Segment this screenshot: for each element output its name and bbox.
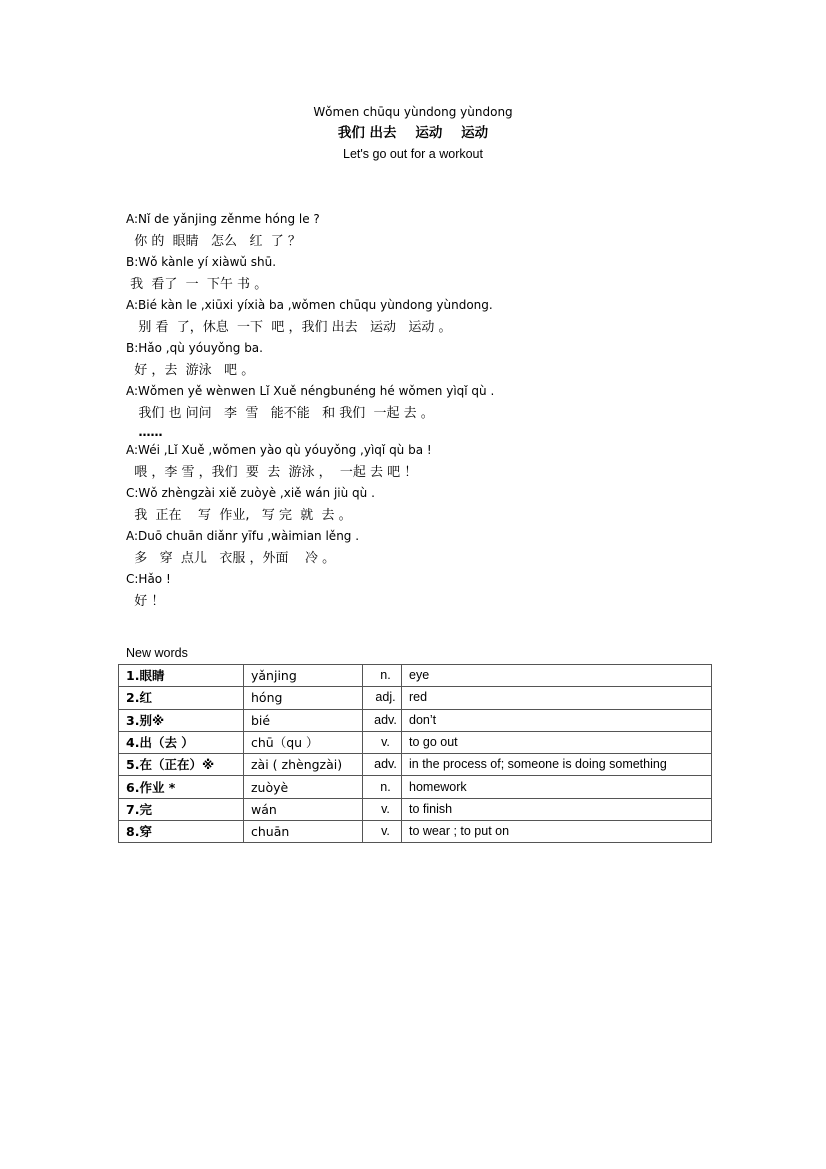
vocab-part-of-speech: v. — [363, 731, 402, 753]
dialogue-pinyin-line: B:Wǒ kànle yí xiàwǔ shū. — [126, 255, 277, 269]
dialogue-hanzi-line: 喂 ，李 雪 ，我们 要 去 游泳 ， 一起 去 吧 ！ — [126, 464, 418, 480]
vocab-word: 2.红 — [119, 687, 244, 709]
lesson-title — [0, 103, 826, 164]
vocab-pinyin: chuān — [244, 821, 363, 843]
dialogue-ellipsis: …… — [126, 425, 163, 439]
dialogue-hanzi-line: 好 ，去 游泳 吧 。 — [126, 362, 255, 378]
dialogue-pinyin-line: C:Hǎo ! — [126, 572, 171, 586]
vocab-pinyin: bié — [244, 709, 363, 731]
title-chinese: 我们 出去 运动 运动 — [337, 125, 489, 141]
dialogue-pinyin-line: A:Wǒmen yě wènwen Lǐ Xuě néngbunéng hé wǒmen yìqǐ qù . — [126, 384, 495, 398]
vocab-meaning: eye — [402, 665, 712, 687]
dialogue-pinyin-line: A:Wéi ,Lǐ Xuě ,wǒmen yào qù yóuyǒng ,yìqǐ qù ba ! — [126, 443, 432, 457]
vocabulary-table — [118, 664, 712, 843]
vocab-word: 1.眼睛 — [119, 665, 244, 687]
vocab-pinyin: chū（qu ） — [244, 731, 363, 753]
table-row — [119, 665, 712, 687]
vocab-word: 4.出（去 ） — [119, 731, 244, 753]
vocab-part-of-speech: n. — [363, 776, 402, 798]
table-row — [119, 731, 712, 753]
dialogue-pinyin-line: C:Wǒ zhèngzài xiě zuòyè ,xiě wán jiù qù . — [126, 486, 375, 500]
dialogue-hanzi-line: 你 的 眼睛 怎么 红 了 ？ — [126, 233, 301, 249]
vocab-part-of-speech: n. — [363, 665, 402, 687]
vocab-pinyin: zuòyè — [244, 776, 363, 798]
new-words-heading: New words — [126, 646, 188, 660]
vocab-part-of-speech: v. — [363, 798, 402, 820]
vocab-pinyin: yǎnjing — [244, 665, 363, 687]
vocab-meaning: to go out — [402, 731, 712, 753]
title-pinyin: Wǒmen chūqu yùndong yùndong — [313, 105, 513, 119]
vocab-word: 8.穿 — [119, 821, 244, 843]
vocab-part-of-speech: adj. — [363, 687, 402, 709]
dialogue-hanzi-line: 多 穿 点儿 衣服 ，外面 冷 。 — [126, 550, 336, 566]
dialogue-pinyin-line: A:Nǐ de yǎnjing zěnme hóng le ? — [126, 212, 320, 226]
vocab-meaning: in the process of; someone is doing something — [402, 754, 712, 776]
vocab-word: 7.完 — [119, 798, 244, 820]
vocab-pinyin: zài ( zhèngzài) — [244, 754, 363, 776]
table-row — [119, 709, 712, 731]
dialogue — [126, 209, 766, 612]
table-row — [119, 821, 712, 843]
vocab-part-of-speech: adv. — [363, 709, 402, 731]
dialogue-hanzi-line: 我们 也 问问 李 雪 能不能 和 我们 一起 去 。 — [126, 405, 434, 421]
dialogue-hanzi-line: 好 ！ — [126, 593, 165, 609]
vocab-pinyin: hóng — [244, 687, 363, 709]
table-row — [119, 687, 712, 709]
dialogue-pinyin-line: A:Duō chuān diǎnr yīfu ,wàimian lěng . — [126, 529, 360, 543]
vocab-word: 3.别※ — [119, 709, 244, 731]
table-row — [119, 754, 712, 776]
table-row — [119, 798, 712, 820]
vocab-meaning: red — [402, 687, 712, 709]
vocab-part-of-speech: v. — [363, 821, 402, 843]
dialogue-pinyin-line: A:Bié kàn le ,xiūxi yíxià ba ,wǒmen chūqu yùndong yùndong. — [126, 298, 493, 312]
vocab-pinyin: wán — [244, 798, 363, 820]
vocab-meaning: don’t — [402, 709, 712, 731]
vocab-part-of-speech: adv. — [363, 754, 402, 776]
table-row — [119, 776, 712, 798]
dialogue-hanzi-line: 我 正在 写 作业, 写 完 就 去 。 — [126, 507, 352, 523]
dialogue-pinyin-line: B:Hǎo ,qù yóuyǒng ba. — [126, 341, 263, 355]
dialogue-hanzi-line: 别 看 了，休息 一下 吧 ，我们 出去 运动 运动 。 — [126, 319, 452, 335]
vocab-word: 6.作业 * — [119, 776, 244, 798]
dialogue-hanzi-line: 我 看了 一 下午 书 。 — [126, 276, 268, 292]
vocab-word: 5.在（正在）※ — [119, 754, 244, 776]
vocab-meaning: to finish — [402, 798, 712, 820]
vocab-meaning: to wear ; to put on — [402, 821, 712, 843]
vocab-meaning: homework — [402, 776, 712, 798]
title-english: Let's go out for a workout — [343, 147, 483, 161]
